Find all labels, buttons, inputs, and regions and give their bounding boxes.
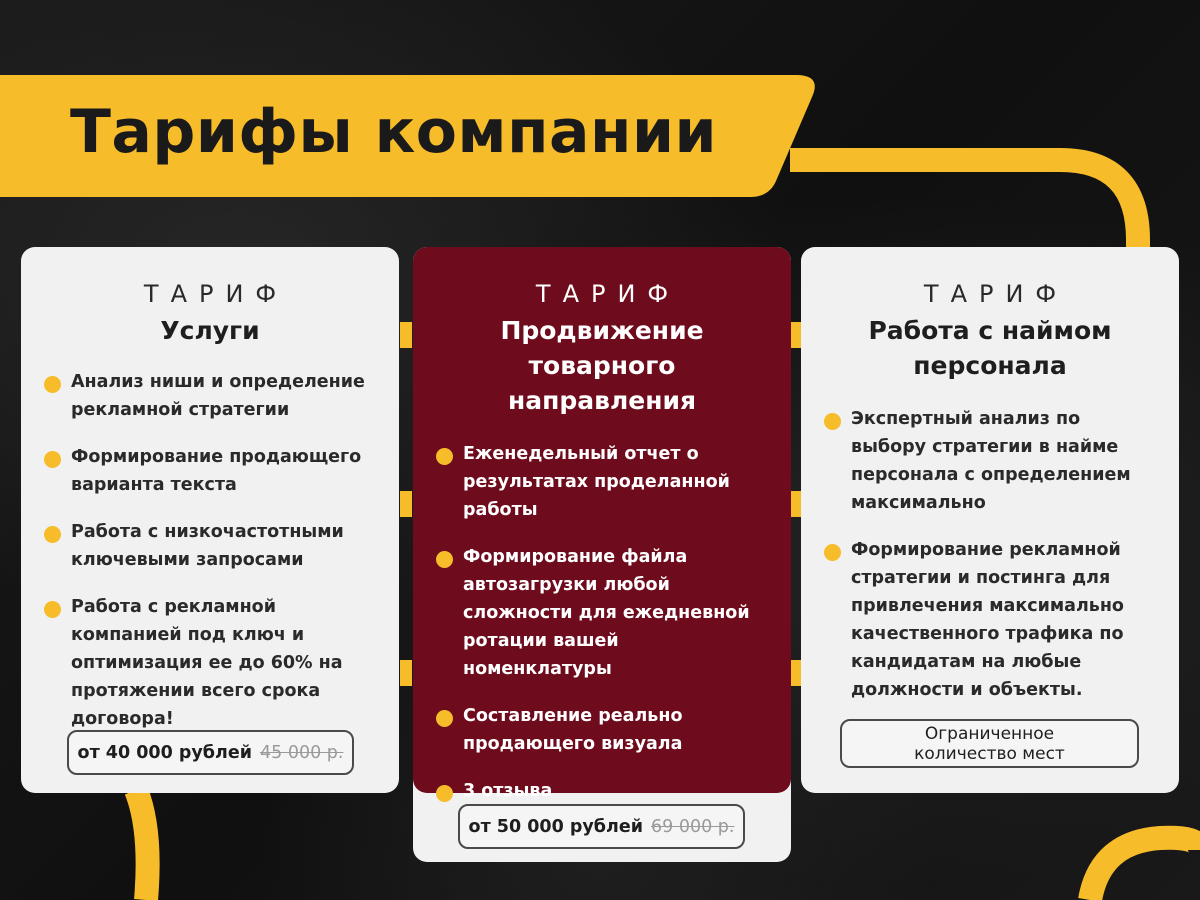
tariff-eyebrow: ТАРИФ (535, 280, 681, 308)
price-badge[interactable] (458, 804, 745, 849)
card-connector (400, 491, 412, 517)
tariff-card-hiring (801, 247, 1179, 793)
old-price: 45 000 р. (259, 742, 344, 763)
bullet-dot-icon (44, 526, 61, 543)
tariff-title: Работа с наймом персонала (868, 316, 1112, 380)
feature-text: Формирование файла автозагрузки любой сложности для ежедневной ротации вашей номенклатуры (463, 547, 750, 679)
bullet-dot-icon (44, 451, 61, 468)
feature-item (41, 518, 379, 574)
price-value: от 50 000 рублей (468, 816, 643, 837)
price-badge[interactable] (67, 730, 354, 775)
tariff-eyebrow: ТАРИФ (143, 280, 289, 308)
limited-seats-badge[interactable] (840, 719, 1139, 768)
feature-item (433, 543, 771, 683)
bullet-dot-icon (436, 551, 453, 568)
bullet-dot-icon (436, 448, 453, 465)
price-value: от 40 000 рублей (77, 742, 252, 763)
feature-list (821, 405, 1159, 704)
tariff-card-services (21, 247, 399, 793)
feature-item (433, 440, 771, 524)
feature-item (821, 405, 1159, 517)
tariff-card-promotion (413, 247, 791, 801)
bullet-dot-icon (44, 376, 61, 393)
bullet-dot-icon (44, 601, 61, 618)
feature-item (821, 536, 1159, 704)
bullet-dot-icon (436, 710, 453, 727)
feature-text: Экспертный анализ по выбору стратегии в найме персонала с определением максимально (851, 409, 1131, 513)
feature-item (433, 702, 771, 758)
old-price: 69 000 р. (650, 816, 735, 837)
feature-list (41, 368, 379, 733)
tariff-title: Услуги (160, 316, 260, 345)
feature-text: Формирование рекламной стратегии и постинга для привлечения максимально качественного трафика по кандидатам на любые должности и объекты. (851, 540, 1124, 700)
tariff-title: Продвижение товарного направления (500, 316, 704, 415)
note-line-2: количество мест (914, 743, 1065, 764)
bullet-dot-icon (824, 413, 841, 430)
feature-text: Составление реально продающего визуала (463, 706, 683, 754)
feature-text: Анализ ниши и определение рекламной стратегии (71, 372, 365, 420)
feature-text: 3 отзыва (463, 781, 553, 801)
card-connector (400, 660, 412, 686)
bullet-dot-icon (436, 785, 453, 802)
note-line-1: Ограниченное (924, 723, 1055, 744)
tariff-eyebrow: ТАРИФ (923, 280, 1069, 308)
feature-item (41, 443, 379, 499)
feature-list (433, 440, 771, 805)
feature-item (41, 368, 379, 424)
feature-text: Еженедельный отчет о результатах проделанной работы (463, 444, 730, 520)
page-title: Тарифы компании (70, 97, 718, 167)
feature-text: Работа с рекламной компанией под ключ и оптимизация ее до 60% на протяжении всего срока договора! (71, 597, 343, 729)
feature-item (433, 777, 771, 805)
card-connector (400, 322, 412, 348)
feature-item (41, 593, 379, 733)
feature-text: Работа с низкочастотными ключевыми запросами (71, 522, 344, 570)
bullet-dot-icon (824, 544, 841, 561)
feature-text: Формирование продающего варианта текста (71, 447, 362, 495)
